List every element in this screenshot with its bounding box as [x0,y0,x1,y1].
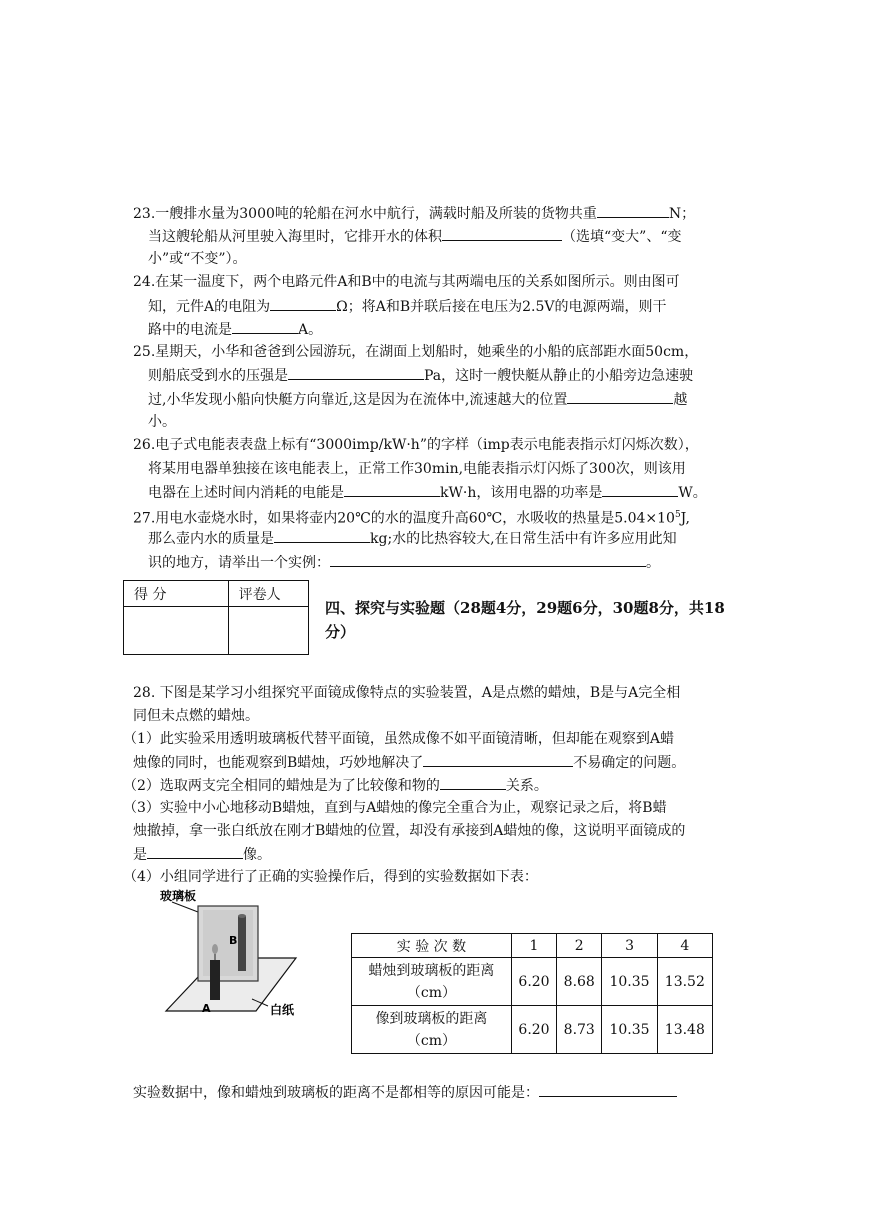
q28-intro-line1: 28. 下图是某学习小组探究平面镜成像特点的实验装置，A是点燃的蜡烛，B是与A完全相 [133,685,681,701]
q25-line4: 小。 [148,414,176,430]
table-row [352,958,713,1006]
q27-line3: 识的地方，请举出一个实例： 。 [148,552,660,573]
q28-blank-image-type[interactable] [147,844,243,859]
q28-intro-line2: 同但未点燃的蜡烛。 [133,708,259,724]
grader-cell[interactable] [228,607,308,655]
table-col-header: 4 [657,934,712,958]
table-header-row [352,934,713,958]
score-box [123,580,309,655]
q26-blank-power[interactable] [602,482,678,497]
label-candle-a: A [202,1002,211,1015]
mirror-experiment-figure [158,886,308,1022]
q27-blank-example[interactable] [330,552,646,567]
q23-blank-weight[interactable] [597,203,669,218]
glass-plate-pointer [172,902,198,912]
table-cell: 13.48 [657,1006,712,1054]
q28-blank-image-position[interactable] [423,752,573,767]
q28-part4: （4）小组同学进行了正确的实验操作后，得到的实验数据如下表： [123,869,538,885]
table-col-header: 2 [557,934,602,958]
score-label: 得 分 [124,581,229,607]
label-glass-plate: 玻璃板 [160,889,197,903]
q24-line1: 24.在某一温度下，两个电路元件A和B中的电流与其两端电压的关系如图所示。则由图可 [133,274,680,290]
q23-line2: 当这艘轮船从河里驶入海里时，它排开水的体积 （选填“变大”、“变 [148,226,681,247]
q26-blank-energy[interactable] [344,482,440,497]
q25-blank-pressure-word[interactable] [567,389,673,404]
q27-line1: 27.用电水壶烧水时，如果将壶内20℃的水的温度升高60℃，水吸收的热量是$5.04\times 10^5J$, [133,510,690,527]
q28-conclusion: 实验数据中，像和蜡烛到玻璃板的距离不是都相等的原因可能是： [133,1082,677,1103]
q23-blank-volume[interactable] [442,226,562,241]
score-cell[interactable] [124,607,229,655]
section4-title-line1: 四、探究与实验题（28题4分，29题6分，30题8分，共18 [325,599,725,617]
table-cell: 13.52 [657,958,712,1006]
q24-line3: 路中的电流是 A。 [148,319,322,340]
candle-a [210,960,220,1000]
q25-line2: 则船底受到水的压强是 Pa，这时一艘快艇从静止的小船旁边急速驶 [148,365,693,386]
table-col-header: 1 [511,934,556,958]
q24-line2: 知，元件A的电阻为 Ω；将A和B并联后接在电压为2.5V的电源两端，则干 [148,296,667,317]
table-cell: 8.73 [557,1006,602,1054]
q27-line2: 那么壶内水的质量是 kg;水的比热容较大,在日常生活中有许多应用此知 [148,528,677,549]
table-cell: 6.20 [511,958,556,1006]
q23-line1: 23.一艘排水量为3000吨的轮船在河水中航行，满载时船及所装的货物共重 N； [133,203,695,224]
row-label-image-distance: 像到玻璃板的距离 （cm） [352,1006,512,1054]
flame [212,944,218,954]
table-row [352,1006,713,1054]
q24-blank-resistance[interactable] [270,296,336,311]
q23-line3: 小”或“不变”）。 [148,251,247,267]
table-cell: 8.68 [557,958,602,1006]
q27-blank-mass[interactable] [274,528,370,543]
q26-line3: 电器在上述时间内消耗的电能是 kW·h，该用电器的功率是 W。 [148,482,707,503]
table-cell: 10.35 [602,1006,657,1054]
table-header-label: 实 验 次 数 [352,934,512,958]
q28-part3-line3: 是 像。 [133,844,271,865]
q28-part1-line2: 烛像的同时，也能观察到B蜡烛，巧妙地解决了 不易确定的问题。 [133,752,685,773]
grader-label: 评卷人 [228,581,308,607]
candle-b [238,916,246,971]
q26-line2: 将某用电器单独接在该电能表上，正常工作30min,电能表指示灯闪烁了300次，则该用 [148,461,686,477]
q25-line1: 25.星期天，小华和爸爸到公园游玩，在湖面上划船时，她乘坐的小船的底部距水面50cm， [133,344,699,360]
q26-line1: 26.电子式电能表表盘上标有“3000imp/kW·h”的字样（imp表示电能表指示灯闪烁次数）， [133,437,699,453]
row-label-candle-distance: 蜡烛到玻璃板的距离 （cm） [352,958,512,1006]
q28-blank-reason[interactable] [539,1082,677,1097]
table-cell: 6.20 [511,1006,556,1054]
q28-part2: （2）选取两支完全相同的蜡烛是为了比较像和物的 关系。 [123,775,548,796]
table-col-header: 3 [602,934,657,958]
label-white-paper: 白纸 [270,1003,295,1017]
q25-line3: 过,小华发现小船向快艇方向靠近,这是因为在流体中,流速越大的位置 越 [148,389,687,410]
q28-part1-line1: （1）此实验采用透明玻璃板代替平面镜，虽然成像不如平面镜清晰，但却能在观察到A蜡 [123,731,675,747]
experiment-data-table [351,933,713,1054]
q24-blank-current[interactable] [232,319,298,334]
section4-title-line2: 分） [325,623,356,641]
q28-part3-line2: 烛撤掉，拿一张白纸放在刚才B蜡烛的位置，却没有承接到A蜡烛的像，这说明平面镜成的 [133,823,686,839]
label-candle-b: B [229,934,238,947]
table-cell: 10.35 [602,958,657,1006]
q28-blank-size-relation[interactable] [440,775,506,790]
q28-part3-line1: （3）实验中小心地移动B蜡烛，直到与A蜡烛的像完全重合为止，观察记录之后，将B蜡 [123,800,667,816]
q25-blank-pressure[interactable] [288,365,424,380]
